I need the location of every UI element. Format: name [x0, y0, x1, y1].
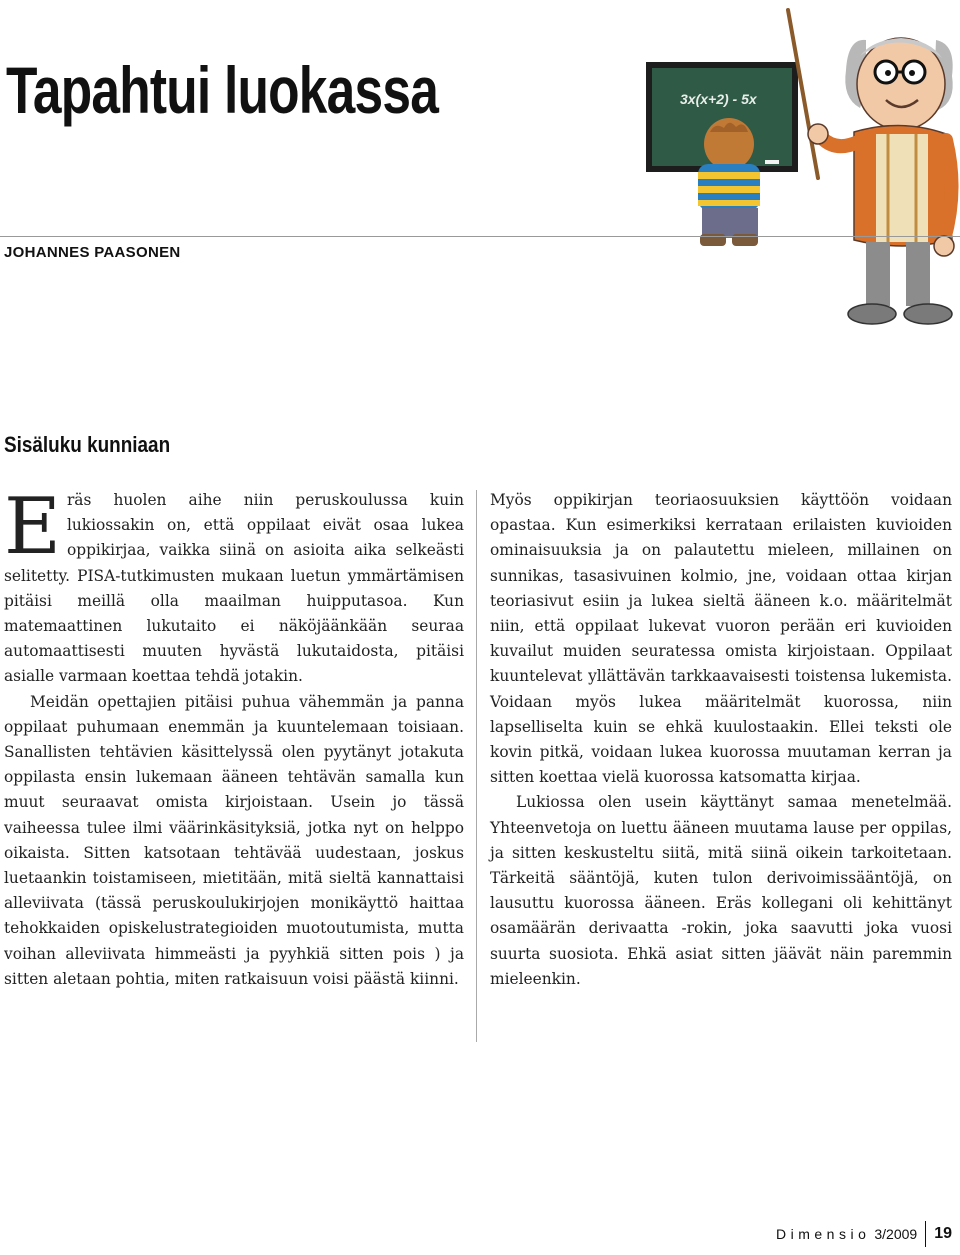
section-title: Sisäluku kunniaan: [4, 432, 171, 457]
page-number: 19: [934, 1225, 952, 1242]
teacher-classroom-illustration: [640, 0, 960, 335]
article-column-left: [4, 482, 464, 992]
teacher-figure: [808, 38, 954, 324]
drop-cap: E: [4, 482, 61, 572]
chalkboard-formula: 3x(x+2) - 5x: [680, 91, 757, 107]
author-byline: JOHANNES PAASONEN: [4, 244, 181, 261]
article-title: Tapahtui luokassa: [6, 53, 439, 127]
article-column-right: [490, 488, 952, 992]
paragraph: Eräs huolen aihe niin peruskoulussa kuin lukiossakin on, että oppilaat eivät osaa lukea oppikirjaa, vaikka siinä on asioita aika selkeästi selitetty. PISA-tutkimusten mukaan luetun ymmärtämisen pitäisi meillä olla maailman huipputasoa. Kun matemaattinen lukutaito ei näköjäänkään seuraa automaattisesti muuten hyvästä lukutaidosta, pitäisi asialle varmaan koettaa tehdä jotakin.: [4, 482, 464, 686]
paragraph: Meidän opettajien pitäisi puhua vähemmän ja panna oppilaat puhumaan enemmän ja kuuntelemaan toisiaan. Sanallisten tehtävien käsittelyssä olen pyytänyt jotakuta oppilasta ensin lukemaan ääneen tehtävän samalla kun muut seuraavat omista kirjoistaan. Usein jo tässä vaiheessa tulee ilmi väärinkäsityksiä, jotka nyt on helppo oikaista. Sitten katsotaan tehtävää uudestaan, joskus luetaankin toistamiseen, mietitään, mitä sieltä kannattaisi alleviivata (tässä peruskoulukirjojen monikäyttö haittaa tehokkaiden opiskelustrategioiden muotoutumista, mutta voihan alleviivata himmeästi ja pyyhkiä sitten pois ) ja sitten aletaan pohtia, miten ratkaisuun voisi päästä kiinni.: [4, 692, 464, 988]
magazine-name: Dimensio: [776, 1226, 871, 1242]
footer-divider: [925, 1221, 926, 1247]
column-divider: [476, 490, 477, 1042]
student-figure: [698, 118, 760, 246]
header-rule: [0, 236, 960, 237]
page-footer: [776, 1221, 952, 1247]
paragraph: Lukiossa olen usein käyttänyt samaa menetelmää. Yhteenvetoja on luettu ääneen muutama lause per oppilas, ja sitten keskusteltu siitä, mitä siinä oikein tarkoitetaan. Tärkeitä sääntöjä, kuten tulon derivoimissääntöjä, on lausuttu kuorossa ääneen. Eräs kollegani oli kehittänyt osamäärän derivaatta -rokin, joka saavutti joka vuosi suurta suosiota. Ehkä asiat sitten jäävät näin paremmin mieleenkin.: [490, 793, 952, 988]
issue-number: 3/2009: [874, 1226, 918, 1242]
paragraph: Myös oppikirjan teoriaosuuksien käyttöön voidaan opastaa. Kun esimerkiksi kerrataan erilaisten kuvioiden ominaisuuksia ja on palautettu mieleen, millainen on sunnikas, tasasivuinen kolmio, jne, voidaan ottaa kirjan teoriasivut esiin ja lukea sieltä ääneen k.o. määritelmät niin, että oppilaat lukevat vuoron perään eri kuvioiden kuvailut muiden seuratessa omista kirjoistaan. Oppilaat kuuntelevat yllättävän tarkkaavaisesti toistensa lukemista. Voidaan myös lukea määritelmät kuorossa, niin lapselliselta kuin se ehkä kuulostaakin. Ellei teksti ole kovin pitkä, voidaan lukea kuorossa muutaman kerran ja sitten koettaa vielä kuorossa katsomatta kirjaa.: [490, 491, 952, 787]
